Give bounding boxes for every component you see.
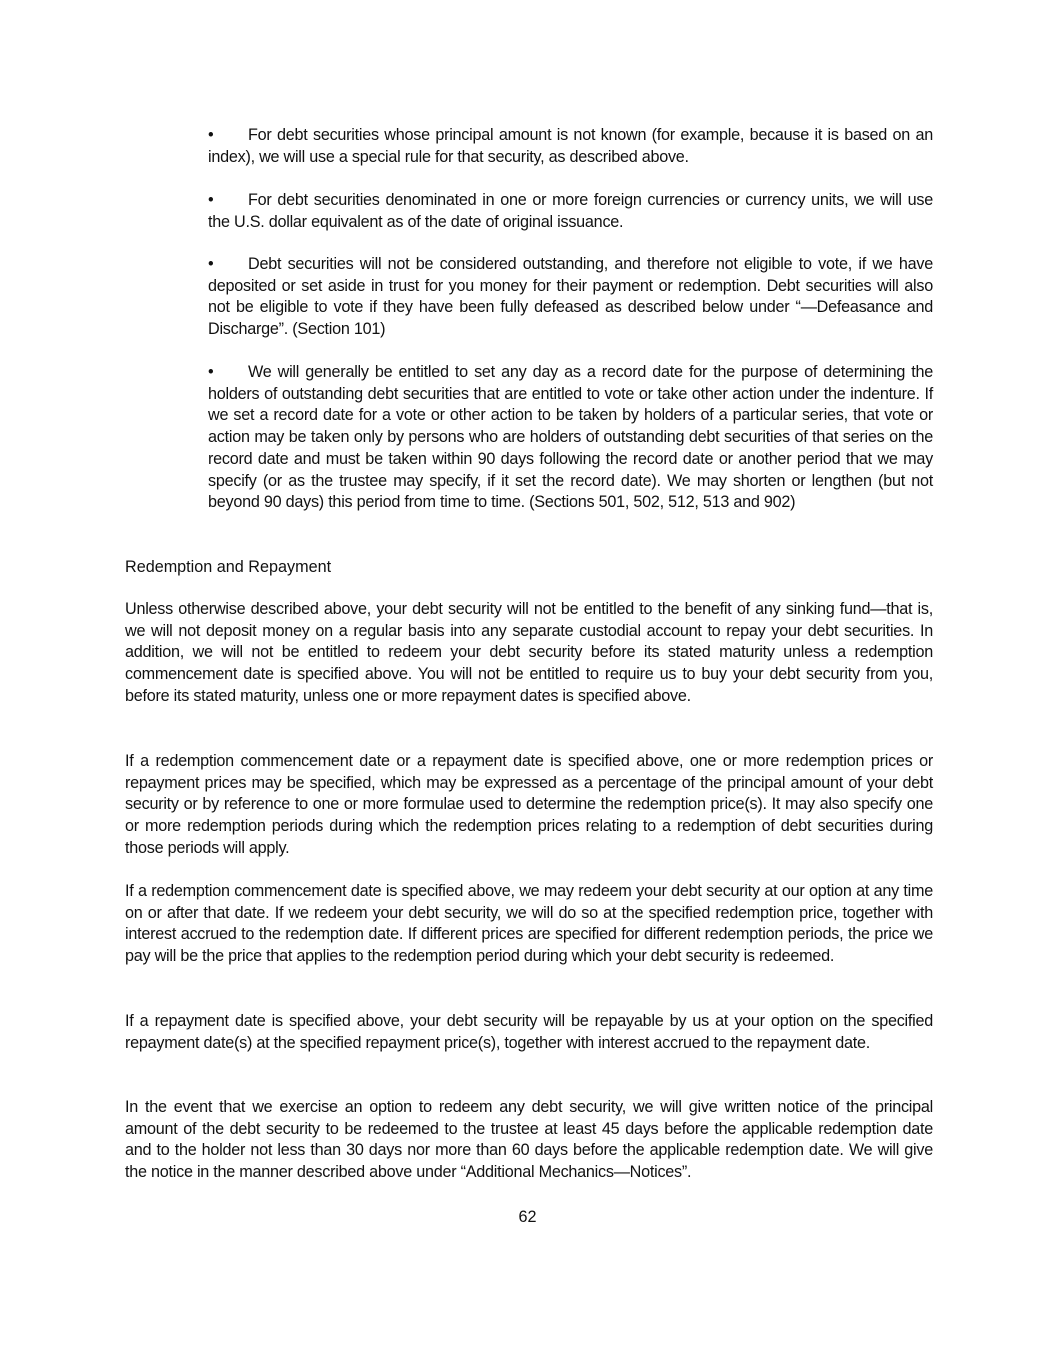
section-heading: Redemption and Repayment <box>125 558 332 576</box>
bullet-item <box>208 190 933 233</box>
paragraph: If a redemption commencement date is specified above, we may redeem your debt security at our option at any time on or after that date. If we redeem your debt security, we will do so at the specified redemption price, together with interest accrued to the redemption date. If different prices are specified for different redemption periods, the price we pay will be the price that applies to the redemption period during which your debt security is redeemed. <box>125 882 933 966</box>
bullet-marker: • <box>208 191 214 209</box>
bullet-marker: • <box>208 363 214 381</box>
bullet-text: For debt securities whose principal amount is not known (for example, because it is based on an index), we will use a special rule for that security, as described above. <box>208 126 933 166</box>
bullet-marker: • <box>208 126 214 144</box>
bullet-item <box>208 254 933 341</box>
bullet-text: For debt securities denominated in one or more foreign currencies or currency units, we will use the U.S. dollar equivalent as of the date of original issuance. <box>208 191 933 231</box>
bullet-text: We will generally be entitled to set any day as a record date for the purpose of determining the holders of outstanding debt securities that are entitled to vote or take other action under the indenture. If we set a record date for a vote or other action to be taken by holders of a particular series, that vote or action may be taken only by persons who are holders of outstanding debt securities of that series on the record date and must be taken within 90 days following the record date or another period that we may specify (or as the trustee may specify, if it set the record date). We may shorten or lengthen (but not beyond 90 days) this period from time to time. (Sections 501, 502, 512, 513 and 902) <box>208 363 933 512</box>
bullet-marker: • <box>208 255 214 273</box>
page-number: 62 <box>518 1208 537 1226</box>
paragraph: In the event that we exercise an option to redeem any debt security, we will give written notice of the principal amount of the debt security to be redeemed to the trustee at least 45 days before the applicable redemption date and to the holder not less than 30 days nor more than 60 days before the applicable redemption date. We will give the notice in the manner described above under “Additional Mechanics—Notices”. <box>125 1098 933 1182</box>
bullet-item <box>208 362 933 514</box>
paragraph: Unless otherwise described above, your debt security will not be entitled to the benefit of any sinking fund—that is, we will not deposit money on a regular basis into any separate custodial account to repay your debt securities. In addition, we will not be entitled to redeem your debt security before its stated maturity unless a redemption commencement date is specified above. You will not be entitled to require us to buy your debt security from you, before its stated maturity, unless one or more repayment dates is specified above. <box>125 600 933 705</box>
bullet-text: Debt securities will not be considered outstanding, and therefore not eligible to vote, if we have deposited or set aside in trust for you money for their payment or redemption. Debt securities will also not be eligible to vote if they have been fully defeased as described below under “—Defeasance and Discharge”. (Section 101) <box>208 255 933 339</box>
bullet-item <box>208 125 933 168</box>
paragraph: If a redemption commencement date or a repayment date is specified above, one or more redemption prices or repayment prices may be specified, which may be expressed as a percentage of the principal amount of your debt security or by reference to one or more formulae used to determine the redemption price(s). It may also specify one or more redemption periods during which the redemption prices relating to a redemption of debt securities during those periods will apply. <box>125 752 933 857</box>
paragraph: If a repayment date is specified above, your debt security will be repayable by us at your option on the specified repayment date(s) at the specified repayment price(s), together with interest accrued to the repayment date. <box>125 1012 933 1052</box>
